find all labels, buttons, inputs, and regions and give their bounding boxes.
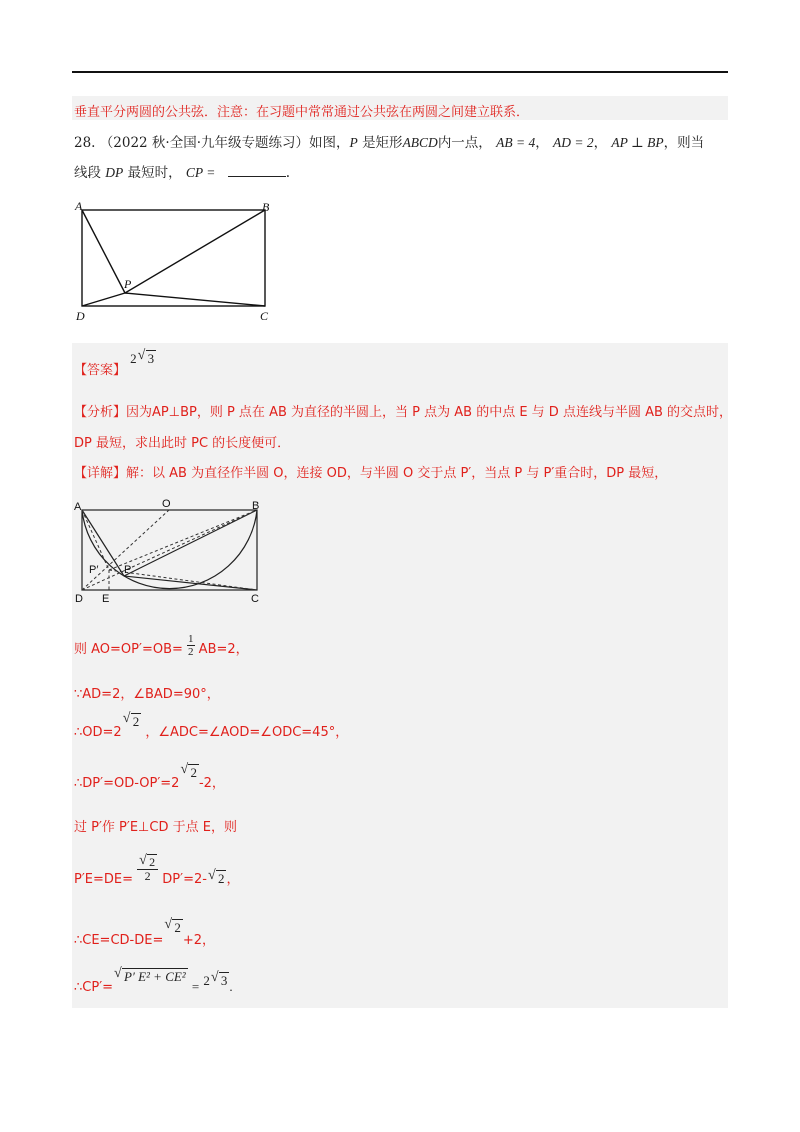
fig2-label-o: O [162,498,171,510]
step-6: P′E=DE= √ 2 2 DP′=2- √ 2 ， [74,853,240,888]
fraction-root2-over-2: √ 2 2 [137,856,158,883]
analysis-line-2: DP 最短，求出此时 PC 的长度便可． [74,436,291,451]
fig2-label-p-prime: P′ [89,564,99,576]
fig2-label-a: A [74,501,82,513]
sqrt-pe2-ce2: √ P′ E² + CE² [114,966,186,984]
fig2-label-c: C [251,593,259,605]
analysis-line-1: 【分析】因为AP⊥BP，则 P 点在 AB 为直径的半圆上，当 P 点为 AB 的中点 E 与 D 点连线与半圆 AB 的交点时， [74,405,733,420]
detail-line-1: 【详解】解：以 AB 为直径作半圆 O，连接 OD，与半圆 O 交于点 P′，当点 P 与 P′重合时，DP 最短， [74,466,668,481]
fig1-label-d: D [76,309,85,323]
fig1-label-c: C [260,309,269,323]
fig1-label-a: A [75,199,83,213]
step-3: ∴OD=2 √ 2 ，∠ADC=∠AOD=∠ODC=45°， [74,711,349,740]
fig1-label-b: B [262,200,270,214]
condition-perp: AP ⊥ BP [611,135,664,150]
step-7: ∴CE=CD-DE= √ 2+2， [74,917,216,948]
condition-ad: AD = 2 [553,135,594,150]
fig2-label-e: E [102,593,110,605]
header-rule [72,71,728,73]
fig2-label-b: B [252,500,260,512]
figure-rectangle-abcd [72,198,282,324]
question-number: 28. [74,135,96,151]
analysis-label: 【分析】 [74,405,127,420]
fig1-label-p: P [124,277,132,291]
detail-label: 【详解】 [74,466,127,481]
step-2: ∵AD=2，∠BAD=90°， [74,687,220,702]
question-line-2: 线段 DP 最短时， CP = . [74,165,290,181]
step-4: ∴DP′=OD-OP′=2 √ 2-2， [74,762,225,791]
condition-ab: AB = 4 [496,135,536,150]
fig2-label-d: D [75,593,83,605]
intro-note: 垂直平分两圆的公共弦．注意：在习题中常常通过公共弦在两圆之间建立联系． [74,105,530,120]
step-5: 过 P′作 P′E⊥CD 于点 E，则 [74,820,237,835]
step-1: 则 AO=OP′=OB= $\frac{1}{2}$ AB=2， [74,633,249,659]
fraction-one-half: $\frac{1}{2}$ [188,633,194,659]
fig2-label-p: P [124,564,132,576]
question-line-1: 28. （2022 秋·全国·九年级专题练习）如图，P 是矩形ABCD内一点， AB = 4， AD = 2， AP ⊥ BP，则当 [74,135,705,151]
answer-blank[interactable] [228,164,286,177]
cp-equals: CP = [185,165,216,180]
question-source: （2022 秋·全国·九年级专题练习） [99,135,310,151]
figure-semicircle-construction [72,496,268,608]
answer-value: 2 √ 3 [130,348,155,366]
step-8: ∴CP′= √ P′ E² + CE² = 2 √ 3 . [74,966,233,995]
answer-row [74,348,156,378]
answer-label: 【答案】 [74,363,127,378]
